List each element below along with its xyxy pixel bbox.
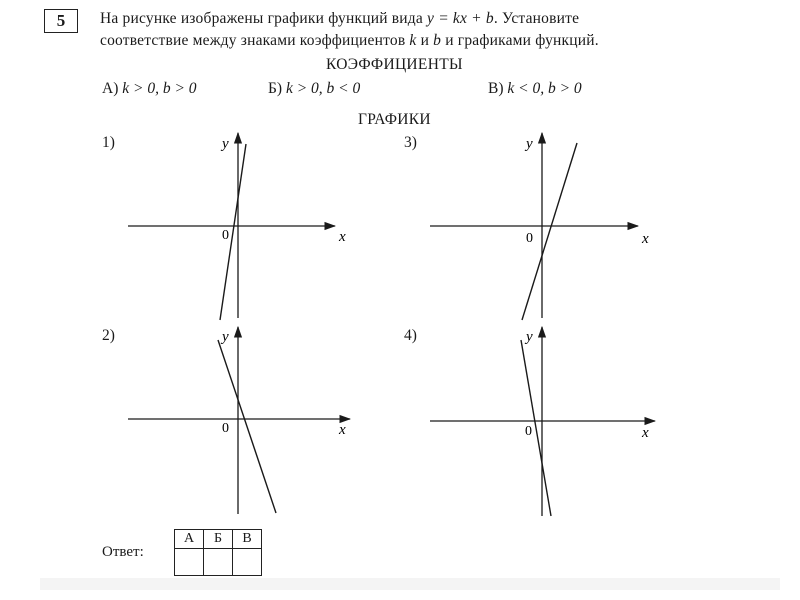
coef-option-c-letter: В) <box>488 80 504 97</box>
coef-option-b-condition: k > 0, b < 0 <box>285 80 361 97</box>
answer-column-a: А <box>175 530 204 549</box>
answer-cell-c[interactable] <box>233 549 262 576</box>
graph-4-label: 4) <box>404 327 417 344</box>
task-number: 5 <box>44 9 78 33</box>
answer-column-c: В <box>233 530 262 549</box>
graph-4 <box>430 327 655 516</box>
graph-4-x-label: x <box>642 425 649 441</box>
task-text-line2-suffix: и графиками функций. <box>441 32 599 49</box>
graph-1-x-label: x <box>339 229 346 245</box>
coef-option-c-condition: k < 0, b > 0 <box>507 80 582 97</box>
answer-column-b: Б <box>204 530 233 549</box>
graph-2-x-label: x <box>339 422 346 438</box>
answer-table-header-row <box>175 530 262 549</box>
answer-cell-a[interactable] <box>175 549 204 576</box>
graph-3-x-label: x <box>642 231 649 247</box>
graph-2-y-label: y <box>222 329 229 345</box>
task-k-symbol: k <box>409 32 417 49</box>
coef-option-a-condition: k > 0, b > 0 <box>122 80 197 97</box>
answer-cell-b[interactable] <box>204 549 233 576</box>
graphs-heading: ГРАФИКИ <box>358 111 431 128</box>
graph-4-origin-label: 0 <box>525 424 532 439</box>
graph-2 <box>128 327 350 514</box>
answer-table <box>174 529 262 576</box>
answer-table-input-row <box>175 549 262 576</box>
answer-label: Ответ: <box>102 544 144 560</box>
coef-option-a-letter: А) <box>102 80 119 97</box>
graph-2-origin-label: 0 <box>222 421 229 436</box>
coefficients-heading: КОЭФФИЦИЕНТЫ <box>326 56 463 73</box>
task-text-line1-suffix: . Установите <box>493 10 580 27</box>
graph-1-origin-label: 0 <box>222 228 229 243</box>
task-formula: y = kx + b <box>427 10 494 27</box>
graph-2-label: 2) <box>102 327 115 344</box>
graph-1 <box>128 133 346 320</box>
graph-3-y-label: y <box>526 136 533 152</box>
graph-1-label: 1) <box>102 134 115 151</box>
graph-3-label: 3) <box>404 134 417 151</box>
task-and: и <box>416 32 434 49</box>
graph-3-origin-label: 0 <box>526 231 533 246</box>
coef-option-b-letter: Б) <box>268 80 283 97</box>
graph-1-y-label: y <box>222 136 229 152</box>
task-text-line2-prefix: соответствие между знаками коэффициентов <box>100 32 410 49</box>
footer-strip <box>40 578 780 590</box>
task-text-line1-prefix: На рисунке изображены графики функций вида <box>100 10 428 27</box>
task-b-symbol: b <box>433 32 442 49</box>
graph-3 <box>430 133 649 320</box>
graph-4-y-label: y <box>526 329 533 345</box>
